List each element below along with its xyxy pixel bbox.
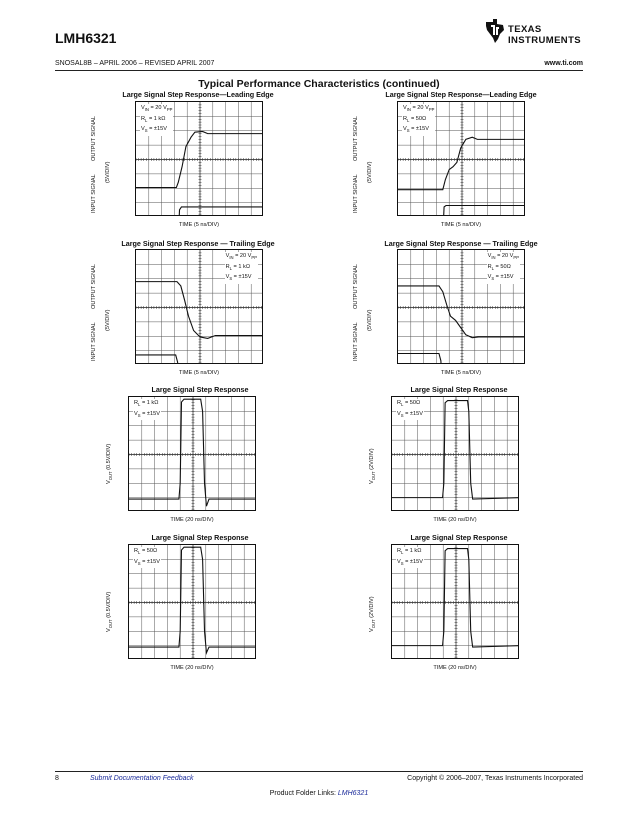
logo-line-1: TEXAS [508,24,542,35]
annotation-line: $R_L = 1$ kΩ [134,400,159,408]
chart-annotation [487,252,520,284]
scope-plot [135,101,263,216]
x-axis-label: TIME (20 ns/DIV) [170,517,214,523]
scope-plot [397,249,525,364]
annotation-line: $V_S = \pm 15V$ [403,126,429,134]
product-folder [0,790,638,797]
annotation-line: $V_{IN} = 20$ $V_{PP}$ [225,253,257,261]
y-label-scale: (5V/DIV) [105,161,111,183]
ti-texas-logo-icon [484,18,506,44]
annotation-line: $R_L = 50\Omega$ [403,115,427,123]
chart-title: Large Signal Step Response [151,385,249,394]
annotation-line: $V_{IN} = 20$ $V_{PP}$ [487,253,519,261]
header-divider [55,70,583,71]
chart-title: Large Signal Step Response—Leading Edge [385,90,537,99]
y-axis-label: $V_{OUT}$ (0.5V/DIV) [106,443,114,484]
annotation-line: $R_L = 50\Omega$ [134,548,158,556]
chart-annotation [133,547,161,568]
scope-plot [128,544,256,659]
page-number: 8 [55,775,59,782]
chart-annotation [396,547,424,568]
annotation-line: $V_S = \pm 15V$ [225,274,252,282]
scope-plot [397,101,525,216]
doc-id: SNOSAL8B – APRIL 2006 – REVISED APRIL 2007 [55,60,215,67]
folder-link[interactable]: LMH6321 [337,790,369,797]
annotation-line: $V_{IN} = 20$ $V_{PP}$ [403,105,435,113]
annotation-line: $R_L = 1$ kΩ [141,115,166,123]
annotation-line: $R_L = 1$ kΩ [397,548,422,556]
footer-divider [55,771,583,772]
scope-plot [135,249,263,364]
y-label-output: OUTPUT SIGNAL [91,264,97,309]
chart-annotation [402,104,435,136]
y-label-input: INPUT SIGNAL [91,174,97,213]
scope-plot [128,396,256,511]
ti-logo [484,18,594,48]
feedback-link[interactable]: Submit Documentation Feedback [90,775,194,782]
y-axis-label: $V_{OUT}$ (2V/DIV) [369,596,377,632]
logo-line-2: INSTRUMENTS [508,35,582,46]
chart-title: Large Signal Step Response [410,385,508,394]
annotation-line: $V_S = \pm 15V$ [487,274,514,282]
y-label-input: INPUT SIGNAL [91,322,97,361]
x-axis-label: TIME (20 ns/DIV) [433,665,477,671]
series-line-2 [398,206,525,217]
chart-annotation [396,399,424,420]
chart-annotation [225,252,258,284]
chart-title: Large Signal Step Response [410,533,508,542]
y-label-output: OUTPUT SIGNAL [353,264,359,309]
annotation-line: $V_S = \pm 15V$ [397,558,423,566]
x-axis-label: TIME (5 ns/DIV) [178,222,220,228]
scope-plot [391,396,519,511]
annotation-line: $R_L = 50\Omega$ [397,400,421,408]
x-axis-label: TIME (5 ns/DIV) [440,370,482,376]
series-line-2 [398,354,525,365]
copyright: Copyright © 2006–2007, Texas Instruments Incorporated [407,775,583,782]
website-link[interactable]: www.ti.com [544,60,583,67]
annotation-line: $R_L = 1$ kΩ [225,263,251,271]
y-label-scale: (5V/DIV) [367,309,373,331]
y-label-output: OUTPUT SIGNAL [91,116,97,161]
chart-title: Large Signal Step Response—Leading Edge [122,90,274,99]
section-title: Typical Performance Characteristics (continued) [198,78,440,90]
annotation-line: $V_S = \pm 15V$ [134,558,160,566]
chart-annotation [140,104,173,136]
y-axis-label: $V_{OUT}$ (2V/DIV) [369,448,377,484]
x-axis-label: TIME (5 ns/DIV) [178,370,220,376]
annotation-line: $V_S = \pm 15V$ [134,410,160,418]
chart-title: Large Signal Step Response — Trailing Edge [121,239,275,248]
y-label-input: INPUT SIGNAL [353,174,359,213]
chart-title: Large Signal Step Response [151,533,249,542]
y-label-scale: (5V/DIV) [367,161,373,183]
annotation-line: $V_{IN} = 20$ $V_{PP}$ [141,105,173,113]
x-axis-label: TIME (20 ns/DIV) [433,517,477,523]
y-label-scale: (5V/DIV) [105,309,111,331]
y-axis-label: $V_{OUT}$ (0.5V/DIV) [106,591,114,632]
x-axis-label: TIME (20 ns/DIV) [170,665,214,671]
chart-annotation [133,399,161,420]
series-line-1 [398,286,525,338]
folder-prefix: Product Folder Links: [269,790,338,797]
x-axis-label: TIME (5 ns/DIV) [440,222,482,228]
annotation-line: $V_S = \pm 15V$ [141,126,167,134]
annotation-line: $V_S = \pm 15V$ [397,410,423,418]
y-label-output: OUTPUT SIGNAL [353,116,359,161]
part-number: LMH6321 [55,30,117,46]
scope-plot [391,544,519,659]
annotation-line: $R_L = 50\Omega$ [487,263,511,271]
y-label-input: INPUT SIGNAL [353,322,359,361]
chart-title: Large Signal Step Response — Trailing Edge [384,239,538,248]
